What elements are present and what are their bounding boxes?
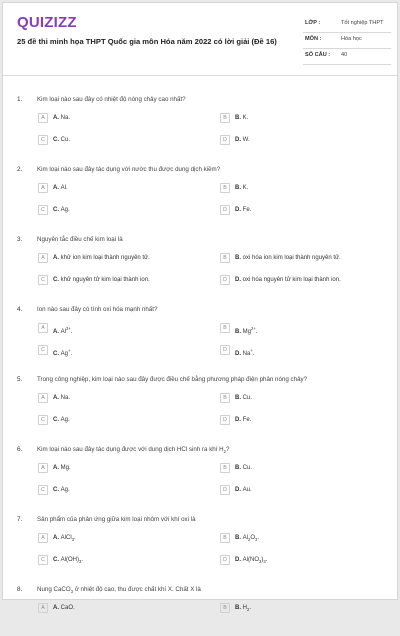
option-text (235, 114, 248, 123)
option-text (53, 486, 70, 495)
option-text-part: Au. (242, 487, 252, 493)
question-number: 3. (17, 236, 23, 243)
option-checkbox[interactable]: B (220, 533, 230, 543)
option-text-part: Fe. (242, 417, 252, 423)
option-letter: A. (53, 465, 61, 471)
option-letter: B. (235, 395, 243, 401)
option-text (235, 486, 252, 495)
option-text (53, 254, 150, 263)
quizizz-logo: QUIZIZZ (17, 14, 77, 31)
option-checkbox[interactable]: A (38, 183, 48, 193)
option-subscript: 2 (247, 607, 250, 613)
option-text-part: Al (242, 535, 249, 541)
worksheet-header (3, 3, 397, 76)
option-checkbox[interactable]: B (220, 393, 230, 403)
question-text-part: Trong công nghiệp, kim loại nào sau đây được điều chế bằng phương pháp điện phân nóng chảy? (37, 376, 308, 383)
question-subscript: 3 (70, 589, 74, 595)
option-checkbox[interactable]: D (220, 485, 230, 495)
option-text-part: K. (242, 115, 249, 121)
option-text-part: Ag. (60, 207, 70, 213)
meta-label: LỚP : (305, 20, 321, 26)
option-subscript: 3 (79, 559, 82, 565)
option-text-part: K. (242, 185, 249, 191)
meta-value: Tốt nghiệp THPT (341, 20, 384, 26)
question-subscript: 2 (223, 449, 226, 455)
option-text-part: . (81, 557, 84, 563)
worksheet-page (2, 2, 398, 613)
page-title: 25 đề thi minh họa THPT Quốc gia môn Hóa năm 2022 có lời giải (Đề 16) (17, 37, 277, 46)
option-text (53, 604, 75, 613)
option-letter: D. (235, 277, 243, 283)
question-number: 8. (17, 586, 23, 593)
question-text-part: Kim loại nào sau đây tác dụng với nước thu được dung dịch kiềm? (37, 166, 221, 173)
option-letter: A. (53, 255, 61, 261)
question-number: 7. (17, 516, 23, 523)
option-letter: D. (235, 487, 243, 493)
option-text (235, 394, 252, 403)
option-text (235, 464, 252, 473)
option-text (53, 114, 70, 123)
option-text-part: AlCl (60, 535, 72, 541)
question-number: 1. (17, 96, 23, 103)
option-checkbox[interactable]: C (38, 205, 48, 215)
option-subscript: 3 (263, 559, 266, 565)
option-letter: B. (235, 535, 243, 541)
meta-value: 40 (341, 52, 348, 58)
option-text-part: Cu. (60, 137, 71, 143)
question-text-part: Sản phẩm của phản ứng giữa kim loại nhôm với khí oxi là (37, 516, 196, 523)
option-text-part: Al(OH) (60, 557, 80, 563)
question-item (3, 146, 399, 216)
option-checkbox[interactable]: A (38, 253, 48, 263)
option-letter: C. (53, 137, 61, 143)
meta-row-class (303, 17, 391, 33)
option-text-part: Na. (60, 115, 71, 121)
option-checkbox[interactable]: B (220, 323, 230, 333)
option-text-part: . (74, 535, 76, 541)
question-item (3, 496, 399, 566)
option-letter: C. (53, 351, 61, 357)
option-letter: B. (235, 605, 243, 611)
option-text-part: Na. (60, 395, 71, 401)
question-text (37, 236, 377, 243)
option-text-part: . (252, 351, 255, 357)
option-letter: C. (53, 277, 61, 283)
question-text (37, 446, 377, 454)
option-letter: A. (53, 329, 61, 335)
meta-label: SỐ CÂU : (305, 52, 331, 58)
option-text-part: khử nguyên tử kim loại thành ion. (60, 277, 150, 283)
option-text-part: O (250, 535, 256, 541)
option-text-part: . (255, 329, 258, 335)
option-text (53, 416, 70, 425)
option-letter: B. (235, 115, 243, 121)
option-superscript: 3+ (66, 326, 71, 331)
option-letter: B. (235, 255, 243, 261)
question-number: 5. (17, 376, 23, 383)
option-text (235, 534, 259, 544)
option-letter: A. (53, 535, 61, 541)
option-text (53, 324, 72, 337)
option-letter: C. (53, 557, 61, 563)
question-text-part: Nguyên tắc điều chế kim loại là (37, 236, 123, 243)
option-letter: B. (235, 329, 243, 335)
option-text-part: Al. (60, 185, 68, 191)
option-text-part: ) (261, 557, 264, 563)
option-text-part: Cu. (242, 395, 253, 401)
question-text (37, 376, 377, 383)
option-checkbox[interactable]: C (38, 135, 48, 145)
option-letter: D. (235, 137, 243, 143)
option-letter: A. (53, 395, 61, 401)
option-text-part: . (257, 535, 260, 541)
question-number: 6. (17, 446, 23, 453)
option-checkbox[interactable]: B (220, 253, 230, 263)
option-text (235, 136, 250, 145)
option-text-part: . (70, 351, 73, 357)
option-text-part: . (249, 605, 252, 611)
option-checkbox[interactable]: B (220, 113, 230, 123)
meta-label: MÔN : (305, 36, 322, 42)
option-checkbox[interactable]: D (220, 555, 230, 565)
question-text-part: Kim loại nào sau đây có nhiệt độ nóng chảy cao nhất? (37, 96, 186, 103)
option-checkbox[interactable]: D (220, 275, 230, 285)
question-number: 2. (17, 166, 23, 173)
meta-table (303, 17, 391, 65)
question-item (3, 566, 399, 636)
option-text-part: Fe. (242, 207, 252, 213)
option-text (53, 276, 150, 285)
option-subscript: 3 (71, 537, 75, 543)
meta-row-subject (303, 33, 391, 49)
question-text-part: Nung CaCO (37, 586, 71, 593)
option-letter: C. (53, 487, 61, 493)
option-subscript: 3 (255, 537, 258, 543)
option-text (235, 254, 341, 263)
option-text (53, 534, 76, 544)
option-letter: D. (235, 557, 243, 563)
option-text (53, 394, 70, 403)
option-text-part: H (242, 605, 248, 611)
option-letter: A. (53, 185, 61, 191)
option-checkbox[interactable]: D (220, 135, 230, 145)
option-text (235, 416, 251, 425)
option-checkbox[interactable]: A (38, 463, 48, 473)
option-checkbox[interactable]: D (220, 345, 230, 355)
question-number: 4. (17, 306, 23, 313)
question-item (3, 216, 399, 286)
option-checkbox[interactable]: C (38, 485, 48, 495)
question-text (37, 306, 377, 313)
option-text-part: . (265, 557, 268, 563)
option-text (235, 324, 257, 337)
option-text-part: oxi hóa ion kim loại thành nguyên tử. (242, 255, 341, 261)
option-text-part: Ag. (60, 487, 70, 493)
option-checkbox[interactable]: A (38, 533, 48, 543)
option-text (53, 556, 83, 566)
option-letter: D. (235, 417, 243, 423)
option-subscript: 2 (248, 537, 251, 543)
question-text (37, 96, 377, 103)
option-letter: A. (53, 605, 61, 611)
option-superscript: 2+ (251, 326, 256, 331)
option-letter: B. (235, 465, 243, 471)
option-superscript: + (68, 348, 71, 353)
option-checkbox[interactable]: A (38, 323, 48, 333)
option-text (235, 206, 251, 215)
question-text-part: ở nhiệt độ cao, thu được chất khí X. Chất X là (73, 586, 201, 593)
option-checkbox[interactable]: A (38, 393, 48, 403)
question-text-part: Ion nào sau đây có tính oxi hóa mạnh nhất? (37, 306, 158, 313)
option-superscript: + (250, 348, 253, 353)
option-text-part: Al (60, 329, 67, 335)
option-letter: B. (235, 185, 243, 191)
option-text (53, 136, 70, 145)
option-text-part: Ag (60, 351, 69, 357)
option-text (235, 276, 341, 285)
option-text-part: Mg. (60, 465, 71, 471)
question-item (3, 426, 399, 496)
question-item (3, 356, 399, 426)
question-text-part: ? (225, 446, 230, 453)
option-checkbox[interactable]: A (38, 113, 48, 123)
option-subscript: 3 (259, 559, 262, 565)
question-text (37, 586, 377, 594)
option-text-part: Cu. (242, 465, 253, 471)
option-checkbox[interactable]: A (38, 603, 48, 613)
option-text-part: khử ion kim loại thành nguyên tử. (60, 255, 150, 261)
question-list (3, 76, 399, 636)
option-text (235, 184, 248, 193)
question-text-part: Kim loại nào sau đây tác dụng được với dung dịch HCl sinh ra khí H (37, 446, 224, 453)
option-text (235, 604, 251, 614)
option-text-part: Ag. (60, 417, 70, 423)
option-text-part: Na (242, 351, 251, 357)
option-checkbox[interactable]: B (220, 183, 230, 193)
option-text-part: Al(NO (242, 557, 260, 563)
option-text (235, 556, 267, 566)
option-checkbox[interactable]: D (220, 205, 230, 215)
option-text-part: . (70, 329, 73, 335)
option-letter: C. (53, 417, 61, 423)
option-checkbox[interactable]: C (38, 555, 48, 565)
option-checkbox[interactable]: C (38, 275, 48, 285)
option-text (53, 184, 68, 193)
option-text-part: W. (242, 137, 250, 143)
option-checkbox[interactable]: B (220, 603, 230, 613)
option-text (53, 206, 70, 215)
question-text (37, 166, 377, 173)
option-letter: A. (53, 115, 61, 121)
option-text-part: CaO. (60, 605, 75, 611)
meta-value: Hóa học (341, 36, 362, 42)
option-letter: D. (235, 351, 243, 357)
option-checkbox[interactable]: C (38, 415, 48, 425)
option-text (53, 464, 71, 473)
option-text-part: oxi hóa nguyên tử kim loại thành ion. (242, 277, 341, 283)
question-item (3, 76, 399, 146)
option-letter: D. (235, 207, 243, 213)
option-checkbox[interactable]: C (38, 345, 48, 355)
option-checkbox[interactable]: B (220, 463, 230, 473)
question-text (37, 516, 377, 523)
option-checkbox[interactable]: D (220, 415, 230, 425)
question-item (3, 286, 399, 356)
meta-row-count (303, 49, 391, 65)
option-letter: C. (53, 207, 61, 213)
option-text-part: Mg (242, 329, 252, 335)
